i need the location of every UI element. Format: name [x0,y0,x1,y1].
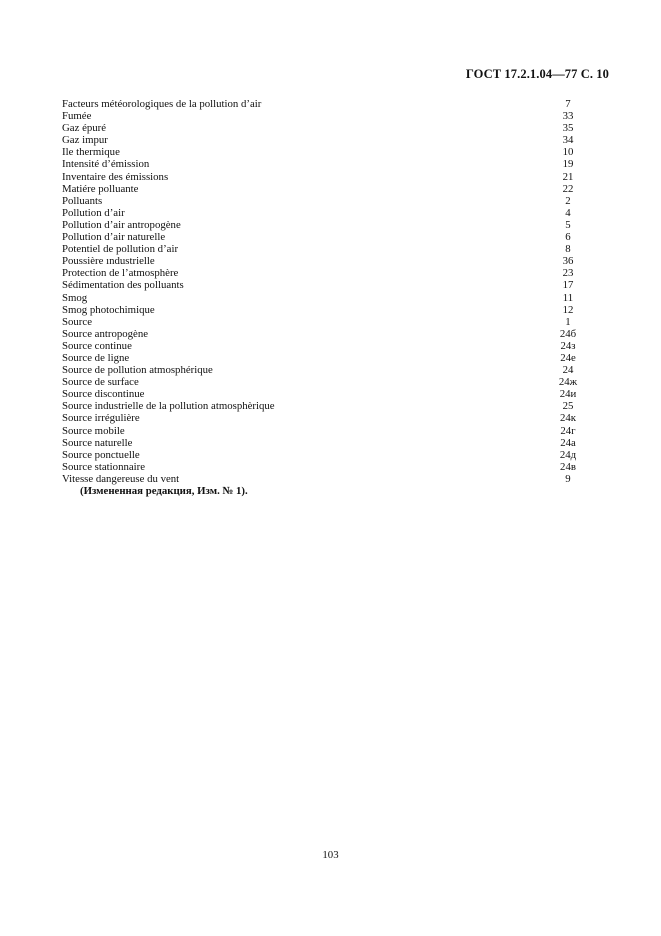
index-number: 24б [559,327,577,340]
index-term: Facteurs météorologiques de la pollution d’air [62,98,262,110]
index-term: Poussière ındustrielle [62,255,155,268]
index-term: Source irrégulière [62,412,140,425]
index-row [62,255,588,267]
index-row [62,110,588,122]
index-number: 17 [562,279,574,292]
index-number: 5 [565,218,571,231]
index-term: Source naturelle [62,436,133,449]
index-number: 24ж [558,376,578,389]
index-row [62,352,588,364]
index-term: Ile thermique [62,146,120,159]
index-number: 24 [562,364,574,377]
index-term: Source de pollution atmosphérique [62,364,213,377]
index-term: Gaz impur [62,134,108,147]
index-row [62,98,588,110]
index-term: Source industrielle de la pollution atmosphèrique [62,400,275,413]
index-term: Source de surface [62,376,139,389]
index-term: Source antropogène [62,327,149,340]
index-number: 23 [562,267,574,280]
index-term: Source discontinue [62,388,145,401]
index-term: Source continue [62,339,132,352]
index-row [62,328,588,340]
index-number: 22 [562,182,574,195]
index-number: 24з [560,339,576,352]
index-row [62,412,588,424]
index-term: Source stationnaire [62,460,146,473]
index-term: Intensité d’émission [62,158,150,171]
index-number: 8 [565,243,571,256]
index-number: 12 [562,303,574,316]
index-term: Polluants [62,194,103,207]
index-row [62,183,588,195]
index-term: Source mobile [62,424,125,437]
index-number: 35 [562,122,574,135]
index-term: Pollution d’air antropogène [62,218,181,231]
index-term: Sédimentation des polluants [62,279,184,292]
index-number: 24и [559,388,577,401]
index-row [62,219,588,231]
index-term: Source [62,315,92,328]
index-row [62,473,588,485]
index-row [62,400,588,412]
index-number: 24а [560,436,576,449]
index-row [62,146,588,158]
index-number: 7 [565,98,571,110]
index-term: Matiére polluante [62,182,139,195]
index-term: Inventaire des émissions [62,170,169,183]
index-row [62,364,588,376]
index-row [62,171,588,183]
alphabetical-index [62,98,588,485]
page-header: ГОСТ 17.2.1.04—77 С. 10 [465,67,609,81]
index-row [62,425,588,437]
index-number: 24к [559,412,577,425]
index-term: Smog photochimique [62,303,155,316]
index-row [62,304,588,316]
index-term: Vitesse dangereuse du vent [62,472,180,485]
index-row [62,122,588,134]
index-number: 2 [565,194,571,207]
index-row [62,316,588,328]
amendment-note: (Измененная редакция, Изм. № 1). [80,485,248,497]
index-row [62,437,588,449]
index-term: Pollution d’air [62,206,125,219]
index-number: 25 [562,400,574,413]
index-term: Source de ligne [62,351,130,364]
index-term: Potentiel de pollution d’air [62,243,179,256]
page-number: 103 [322,849,339,861]
index-row [62,388,588,400]
index-number: 24в [560,460,576,473]
index-row [62,292,588,304]
index-number: 33 [562,110,574,123]
index-number: 24е [560,351,576,364]
index-row [62,207,588,219]
index-number: 1 [565,315,571,328]
index-term: Source ponctuelle [62,448,140,461]
index-term: Protection de l’atmosphère [62,267,179,280]
index-term: Pollution d’air naturelle [62,231,166,244]
index-number: 11 [562,291,574,304]
index-number: 34 [562,134,574,147]
index-term: Smog [62,291,88,304]
index-number: 21 [562,170,574,183]
index-term: Gaz épuré [62,122,107,135]
index-number: 6 [565,231,571,244]
index-number: 24д [559,448,577,461]
index-number: 36 [562,255,574,268]
index-row [62,158,588,170]
index-row [62,134,588,146]
index-row [62,461,588,473]
index-row [62,376,588,388]
index-row [62,195,588,207]
index-row [62,449,588,461]
index-row [62,340,588,352]
index-row [62,231,588,243]
index-row [62,279,588,291]
index-term: Fumée [62,110,92,123]
index-number: 24г [560,424,576,437]
index-row [62,243,588,255]
index-number: 9 [565,472,571,485]
index-number: 19 [562,158,574,171]
index-number: 10 [562,146,574,159]
index-number: 4 [565,206,571,219]
index-row [62,267,588,279]
